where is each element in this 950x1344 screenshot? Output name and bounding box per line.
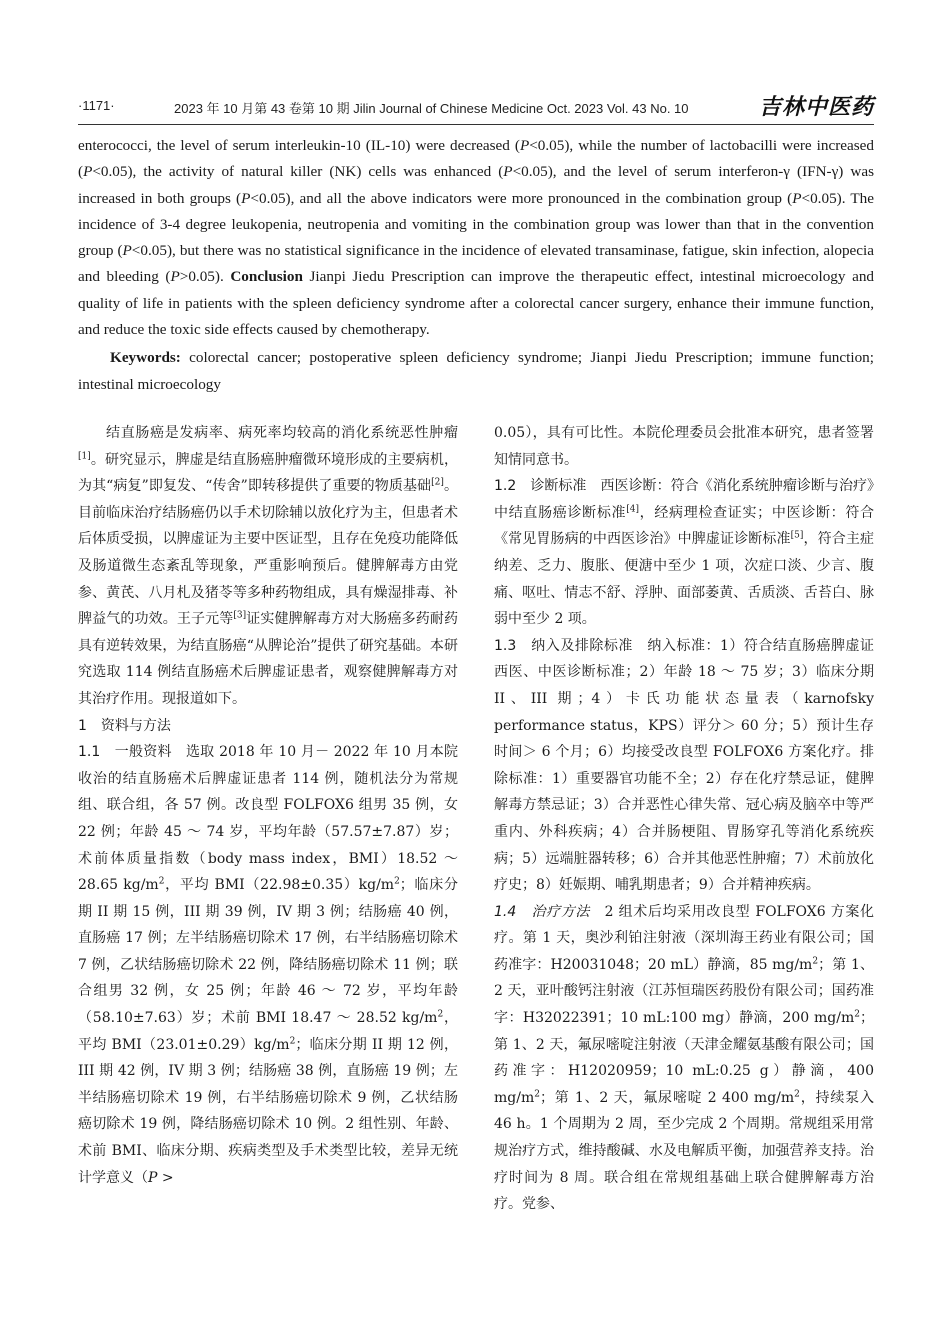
- citation-ref: [2]: [431, 477, 444, 488]
- citation-ref: [1]: [78, 450, 91, 461]
- right-column: [494, 420, 874, 1218]
- journal-logo: 吉林中医药: [758, 94, 874, 120]
- section-heading: 1 资料与方法: [78, 717, 171, 734]
- journal-info: 2023 年 10 月第 43 卷第 10 期 Jilin Journal of Chinese Medicine Oct. 2023 Vol. 43 No. 10: [174, 101, 689, 116]
- subsection-title: 1.1 一般资料: [78, 744, 172, 761]
- section-1-4: 1.4 治疗方法 2 组术后均采用改良型 FOLFOX6 方案化疗。第 1 天，奥沙利铂注射液（深圳海王药业有限公司；国药准字：H20031048；20 mL）静滴，85 $mg/m^2$；第 1、2 天，亚叶酸钙注射液（江苏恒瑞医药股份有限公司；国药准字：H32022391；10 mL:100 mg）静滴，200 $mg/m^2$；第 1、2 天，氟尿嘧啶注射液（天津金耀氨基酸有限公司；国药准字：H12020959；10 mL:0.25 g）静滴，400 $mg/m^2$；第 1、2 天，氟尿嘧啶 2 400 $mg/m^2$，持续泵入 46 h。1 个周期为 2 周，至少完成 2 个周期。常规组采用常规治疗方式，维持酸碱、水及电解质平衡，加强营养支持。治疗时间为 8 周。联合组在常规组基础上联合健脾解毒方治疗。党参、: [494, 903, 874, 1213]
- citation-ref: [4]: [626, 504, 639, 515]
- keywords-label: Keywords:: [110, 349, 181, 367]
- keywords-paragraph: Keywords: colorectal cancer; postoperative spleen deficiency syndrome; Jianpi Jiedu Prescription; immune function; intestinal microecology: [78, 349, 874, 393]
- citation-ref: [5]: [790, 530, 804, 541]
- subsection-title: 1.2 诊断标准: [494, 478, 587, 495]
- intro-paragraph: 结直肠癌是发病率、病死率均较高的消化系统恶性肿瘤[1]。研究显示，脾虚是结直肠癌肿瘤微环境形成的主要病机，为其“病复”即复发、“传舍”即转移提供了重要的物质基础[2]。目前临床治疗结肠癌仍以手术切除辅以放化疗为主，但患者术后体质受损，以脾虚证为主要中医证型，且存在免疫功能降低及肠道微生态紊乱等现象，严重影响预后。健脾解毒方由党参、黄芪、八月札及猪苓等多种药物组成，具有燥湿排毒、补脾益气的功效。王子元等[3]证实健脾解毒方对大肠癌多药耐药具有逆转效果，为结直肠癌“从脾论治”提供了研究基础。本研究选取 114 例结直肠癌术后脾虚证患者，观察健脾解毒方对其治疗作用。现报道如下。: [78, 425, 458, 707]
- subsection-title: 1.4 治疗方法: [494, 903, 591, 920]
- abstract-results-paragraph: enterococci, the level of serum interleukin-10 (IL-10) were decreased (P<0.05), while the number of lactobacilli were increased (P<0.05), the activity of natural killer (NK) cells was enhanced (P<0.05), and the level of serum interferon-γ (IFN-γ) was increased in both groups (P<0.05), and all the above indicators were more pronounced in the combination group (P<0.05). The incidence of 3-4 degree leukopenia, neutropenia and vomiting in the combination group was lower than that in the convention group (P<0.05), but there was no statistical significance in the incidence of elevated transaminase, fatigue, skin infection, alopecia and bleeding (P>0.05). Conclusion Jianpi Jiedu Prescription can improve the therapeutic effect, intestinal microecology and quality of life in patients with the spleen deficiency syndrome after a colorectal cancer surgery, enhance their immune function, and reduce the toxic side effects caused by chemotherapy.: [78, 137, 875, 339]
- left-column: [78, 420, 458, 1191]
- subsection-title: 1.3 纳入及排除标准: [494, 637, 633, 654]
- section-1-2: 1.2 诊断标准 西医诊断：符合《消化系统肿瘤诊断与治疗》中结直肠癌诊断标准[4]，经病理检查证实；中医诊断：符合《常见胃肠病的中西医诊治》中脾虚证诊断标准[5]，符合主症纳差、乏力、腹胀、便溏中至少 1 项，次症口淡、少言、腹痛、呕吐、情志不舒、浮肿、面部萎黄、舌质淡、舌苔白、脉弱中至少 2 项。: [494, 478, 875, 628]
- conclusion-label: Conclusion: [230, 268, 303, 286]
- continued-paragraph: 0.05），具有可比性。本院伦理委员会批准本研究，患者签署知情同意书。: [494, 425, 874, 468]
- citation-ref: [3]: [233, 610, 247, 621]
- header-divider: [78, 124, 874, 125]
- section-1-3: 1.3 纳入及排除标准 纳入标准：1）符合结直肠癌脾虚证西医、中医诊断标准；2）年龄 18 ～ 75 岁；3）临床分期 II、III 期；4）卡氏功能状态量表（karnofsky performance status，KPS）评分＞ 60 分；5）预计生存时间＞ 6 个月；6）均接受改良型 FOLFOX6 方案化疗。排除标准：1）重要器官功能不全；2）存在化疗禁忌证，健脾解毒方禁忌证；3）合并恶性心律失常、冠心病及脑卒中等严重内、外科疾病；4）合并肠梗阻、胃肠穿孔等消化系统疾病；5）远端脏器转移；6）合并其他恶性肿瘤；7）术前放化疗史；8）妊娠期、哺乳期患者；9）合并精神疾病。: [494, 637, 875, 894]
- page-number: ·1171·: [78, 98, 115, 113]
- page-header: [78, 92, 874, 122]
- english-abstract: [78, 133, 874, 398]
- section-1-1: 1.1 一般资料 选取 2018 年 10 月－ 2022 年 10 月本院收治的结直肠癌术后脾虚证患者 114 例，随机法分为常规组、联合组，各 57 例。改良型 FOLFOX6 组男 35 例，女 22 例；年龄 45 ～ 74 岁，平均年龄（57.57±7.87）岁；术前体质量指数（body mass index，BMI）18.52 ～ 28.65 $kg/m^2$，平均 $BMI(22.98\pm 0.35)kg/m^2$；临床分期 II 期 15 例，III 期 39 例，IV 期 3 例；结肠癌 40 例，直肠癌 17 例；左半结肠癌切除术 17 例，右半结肠癌切除术 7 例，乙状结肠癌切除术 22 例，降结肠癌切除术 11 例；联合组男 32 例，女 25 例；年龄 46 ～ 72 岁，平均年龄（58.10±7.63）岁；术前 BMI 18.47 ～ 28.52 $kg/m^2$，平均 $BMI(23.01\pm 0.29)kg/m^2$；临床分期 II 期 12 例，III 期 42 例，IV 期 3 例；结肠癌 38 例，直肠癌 19 例；左半结肠癌切除术 19 例，右半结肠癌切除术 9 例，乙状结肠癌切除术 19 例，降结肠癌切除术 10 例。2 组性别、年龄、术前 BMI、临床分期、疾病类型及手术类型比较，差异无统计学意义（P >: [78, 744, 459, 1186]
